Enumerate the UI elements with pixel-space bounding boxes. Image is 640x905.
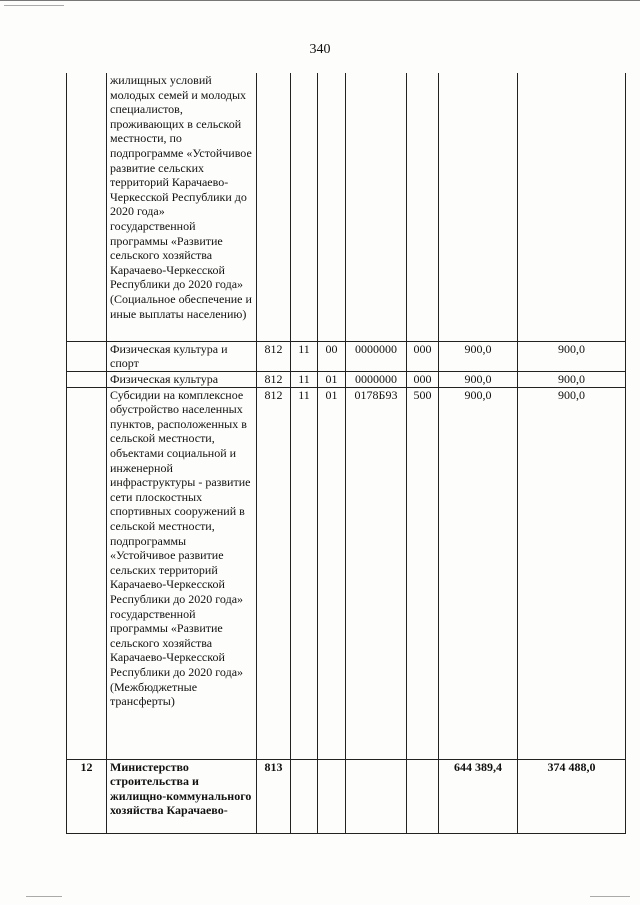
row-ministry-code: 812 [257,341,291,371]
table-row [67,759,626,833]
row-name: Субсидии на комплексное обустройство населенных пунктов, расположенных в сельской местности, объектами социальной и инженерной инфраструктуры - развитие сети плоскостных спортивных сооружений в сельской местности, подпрограммы «Устойчивое развитие сельских территорий Карачаево-Черкесской Республики до 2020 года» государственной программы «Развитие сельского хозяйства Карачаево-Черкесской Республики до 2020 года» (Межбюджетные трансферты) [107,387,257,759]
row-ministry-code: 812 [257,387,291,759]
row-target-code: 0000000 [346,341,407,371]
row-section-code [291,73,318,341]
row-section-code: 11 [291,387,318,759]
row-amount-2: 900,0 [518,341,626,371]
row-ministry-code [257,73,291,341]
row-subsection-code: 00 [318,341,346,371]
row-name: Министерство строительства и жилищно-коммунального хозяйства Карачаево- [107,759,257,833]
row-ministry-code: 813 [257,759,291,833]
row-name: жилищных условий молодых семей и молодых специалистов, проживающих в сельской местности, по подпрограмме «Устойчивое развитие сельских территорий Карачаево-Черкесской Республики до 2020 года» государственной программы «Развитие сельского хозяйства Карачаево-Черкесской Республики до 2020 года» (Социальное обеспечение и иные выплаты населению) [107,73,257,341]
row-subsection-code [318,759,346,833]
row-expense-code: 000 [407,341,439,371]
table-row [67,387,626,759]
row-expense-code [407,759,439,833]
row-index [67,341,107,371]
row-amount-1: 900,0 [439,371,518,387]
row-expense-code: 500 [407,387,439,759]
row-index: 12 [67,759,107,833]
row-target-code: 0178Б93 [346,387,407,759]
row-amount-1: 900,0 [439,341,518,371]
row-subsection-code: 01 [318,371,346,387]
scan-mark [590,896,630,897]
row-amount-2 [518,73,626,341]
budget-table [66,73,626,834]
page-number: 340 [309,42,331,57]
row-index [67,371,107,387]
row-target-code [346,759,407,833]
row-target-code [346,73,407,341]
table-row [67,371,626,387]
row-expense-code [407,73,439,341]
table-row [67,73,626,341]
row-subsection-code [318,73,346,341]
row-subsection-code: 01 [318,387,346,759]
scan-mark [4,5,64,6]
row-section-code: 11 [291,341,318,371]
row-amount-2: 900,0 [518,371,626,387]
row-target-code: 0000000 [346,371,407,387]
row-name: Физическая культура и спорт [107,341,257,371]
row-expense-code: 000 [407,371,439,387]
row-amount-1: 644 389,4 [439,759,518,833]
row-amount-2: 374 488,0 [518,759,626,833]
row-section-code: 11 [291,371,318,387]
row-section-code [291,759,318,833]
row-amount-1 [439,73,518,341]
row-ministry-code: 812 [257,371,291,387]
row-name: Физическая культура [107,371,257,387]
table-row [67,341,626,371]
row-index [67,387,107,759]
row-index [67,73,107,341]
row-amount-1: 900,0 [439,387,518,759]
scan-mark [26,896,62,897]
row-amount-2: 900,0 [518,387,626,759]
scan-top-edge [0,0,640,6]
